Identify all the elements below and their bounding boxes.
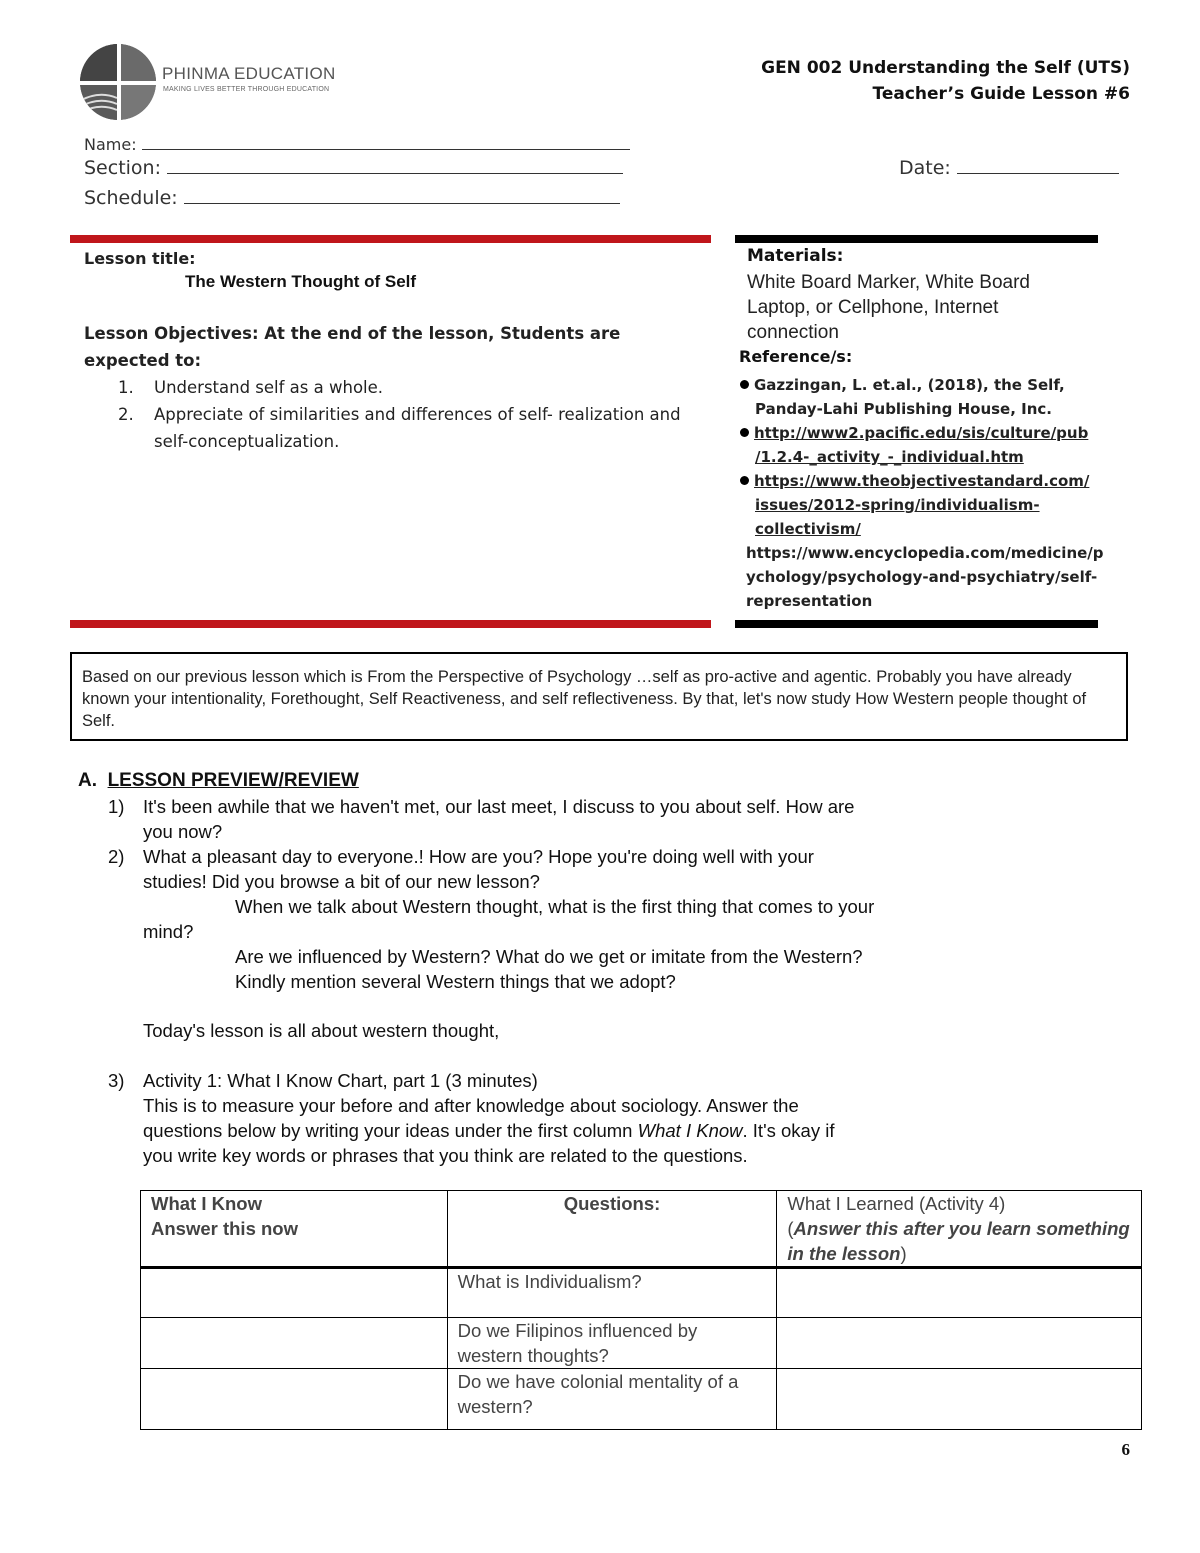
bullet-icon xyxy=(740,476,749,485)
table-row xyxy=(141,1318,1142,1369)
reference-text: representation xyxy=(746,592,873,610)
text-part: . It's okay if xyxy=(742,1120,835,1141)
text-line: It's been awhile that we haven't met, our last meet, I discuss to you about self. How are xyxy=(143,796,855,817)
header-what-i-know xyxy=(141,1191,448,1268)
table-row xyxy=(141,1268,1142,1318)
section-title: LESSON PREVIEW/REVIEW xyxy=(107,770,359,791)
name-field xyxy=(84,133,630,154)
bottom-black-divider xyxy=(735,620,1098,628)
reference-text: ychology/psychology-and-psychiatry/self- xyxy=(746,568,1098,586)
item-number: 3) xyxy=(108,1070,125,1091)
logo-tagline: MAKING LIVES BETTER THROUGH EDUCATION xyxy=(163,86,330,93)
name-line xyxy=(142,133,630,150)
header-text: Answer this now xyxy=(151,1218,298,1239)
bottom-red-divider xyxy=(70,620,711,628)
objective-text: Appreciate of similarities and differences of self- realization and self-conceptualization. xyxy=(154,405,681,451)
materials-label: Materials: xyxy=(747,246,844,266)
materials-line: Laptop, or Cellphone, Internet xyxy=(747,297,999,318)
text-part: questions below by writing your ideas under the first column xyxy=(143,1120,638,1141)
item-number: 2) xyxy=(108,846,125,867)
references-label: Reference/s: xyxy=(739,347,853,366)
table-row xyxy=(141,1369,1142,1430)
schedule-line xyxy=(184,187,620,204)
text-line xyxy=(143,1118,1043,1143)
objective-item xyxy=(0,374,694,401)
reference-link[interactable]: http://www2.pacific.edu/sis/culture/pub xyxy=(754,424,1089,442)
text-part-bold-italic: Answer this after you learn something in the lesson xyxy=(787,1218,1130,1264)
section-line xyxy=(167,157,623,174)
lesson-title-label: Lesson title: xyxy=(84,249,196,268)
text-line: Are we influenced by Western? What do we get or imitate from the Western? xyxy=(235,946,863,967)
text-line: Today's lesson is all about western thought, xyxy=(143,1020,500,1041)
text-part-italic: What I Know xyxy=(637,1120,743,1141)
header-text: What I Learned (Activity 4) xyxy=(787,1193,1006,1214)
schedule-field xyxy=(84,187,620,209)
item-2-text xyxy=(143,844,1043,1043)
lesson-objectives xyxy=(84,320,694,455)
course-title: GEN 002 Understanding the Self (UTS) xyxy=(761,58,1130,78)
item-1-text xyxy=(143,794,1043,844)
header-text: What I Know xyxy=(151,1193,262,1214)
lesson-title: The Western Thought of Self xyxy=(185,272,417,291)
top-black-divider xyxy=(735,235,1098,243)
page-number: 6 xyxy=(1121,1440,1130,1459)
objective-text: Understand self as a whole. xyxy=(154,378,384,397)
date-field xyxy=(899,157,1119,179)
question-cell: Do we have colonial mentality of a western? xyxy=(447,1369,777,1430)
reference-item[interactable] xyxy=(740,469,1105,493)
top-red-divider xyxy=(70,235,711,243)
learned-cell[interactable] xyxy=(777,1318,1142,1369)
section-label: Section: xyxy=(84,157,161,179)
learned-cell[interactable] xyxy=(777,1268,1142,1318)
item-number: 1) xyxy=(108,796,125,817)
objectives-label: Lesson Objectives: At the end of the lesson, Students are expected to: xyxy=(84,324,621,370)
text-line: This is to measure your before and after knowledge about sociology. Answer the xyxy=(143,1095,799,1116)
text-line: Activity 1: What I Know Chart, part 1 (3 minutes) xyxy=(143,1070,538,1091)
answer-cell[interactable] xyxy=(141,1268,448,1318)
text-line: mind? xyxy=(143,921,194,942)
objectives-list xyxy=(0,374,694,455)
reference-text: https://www.encyclopedia.com/medicine/p xyxy=(746,544,1104,562)
text-line: you write key words or phrases that you think are related to the questions. xyxy=(143,1145,748,1166)
intro-text: Based on our previous lesson which is From the Perspective of Psychology …self as pro-active and agentic. Probably you have already known your intentionality, Forethought, Self Reactiveness, and self reflectiveness. By that, let's now study How Western people thought of Self. xyxy=(82,668,1087,730)
answer-cell[interactable] xyxy=(141,1318,448,1369)
reference-link[interactable]: collectivism/ xyxy=(755,520,861,538)
date-line xyxy=(957,157,1119,174)
learned-cell[interactable] xyxy=(777,1369,1142,1430)
materials-list xyxy=(747,270,1030,345)
objective-number: 2. xyxy=(118,405,134,424)
reference-link[interactable]: issues/2012-spring/individualism- xyxy=(755,496,1040,514)
reference-item[interactable] xyxy=(740,421,1105,445)
reference-link[interactable]: /1.2.4-_activity_-_individual.htm xyxy=(755,448,1024,466)
name-label: Name: xyxy=(84,135,137,154)
text-line: you now? xyxy=(143,821,223,842)
text-line: Kindly mention several Western things that we adopt? xyxy=(235,971,676,992)
item-3-text xyxy=(143,1068,1043,1168)
table-header-row xyxy=(141,1191,1142,1268)
section-letter: A. xyxy=(78,770,97,791)
materials-line: White Board Marker, White Board xyxy=(747,272,1030,293)
reference-item xyxy=(740,373,1105,397)
text-line: When we talk about Western thought, what is the first thing that comes to your xyxy=(235,896,875,917)
schedule-label: Schedule: xyxy=(84,187,178,209)
materials-line: connection xyxy=(747,322,839,343)
text-line: studies! Did you browse a bit of our new lesson? xyxy=(143,871,540,892)
what-i-know-chart xyxy=(140,1190,1142,1430)
header-questions xyxy=(447,1191,777,1268)
intro-box xyxy=(70,652,1128,741)
bullet-icon xyxy=(740,428,749,437)
logo-name: PHINMA EDUCATION xyxy=(162,64,336,83)
section-field xyxy=(84,157,623,179)
question-cell: Do we Filipinos influenced by western thoughts? xyxy=(447,1318,777,1369)
date-label: Date: xyxy=(899,157,951,179)
text-line: What a pleasant day to everyone.! How are you? Hope you're doing well with your xyxy=(143,846,814,867)
objective-item xyxy=(0,401,694,455)
phinma-emblem-icon xyxy=(78,42,160,122)
question-cell: What is Individualism? xyxy=(447,1268,777,1318)
reference-text: Gazzingan, L. et.al., (2018), the Self, xyxy=(754,376,1065,394)
reference-link[interactable]: https://www.theobjectivestandard.com/ xyxy=(754,472,1090,490)
objective-number: 1. xyxy=(118,378,134,397)
text-part: ( xyxy=(787,1218,794,1239)
guide-title: Teacher’s Guide Lesson #6 xyxy=(872,84,1130,104)
answer-cell[interactable] xyxy=(141,1369,448,1430)
reference-text: Panday-Lahi Publishing House, Inc. xyxy=(755,400,1053,418)
header-what-i-learned xyxy=(777,1191,1142,1268)
bullet-icon xyxy=(740,380,749,389)
references-list xyxy=(740,373,1105,613)
header-text xyxy=(787,1216,1131,1266)
text-part: ) xyxy=(900,1243,907,1264)
section-a-heading xyxy=(78,770,359,792)
header-text: Questions: xyxy=(563,1193,661,1214)
